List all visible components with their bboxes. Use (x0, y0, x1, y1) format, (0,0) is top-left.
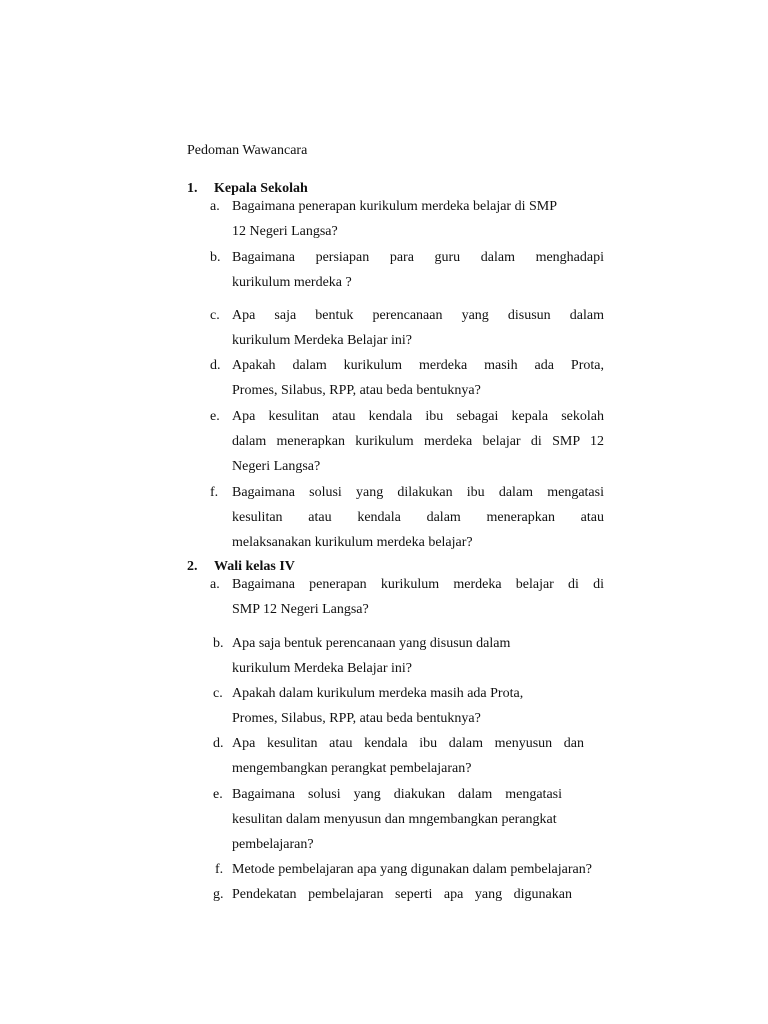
item-line: kurikulum Merdeka Belajar ini? (232, 333, 412, 348)
item-line: Apakah dalam kurikulum merdeka masih ada Prota, (232, 686, 524, 701)
item-label: c. (213, 686, 223, 701)
item-line: Negeri Langsa? (232, 459, 321, 474)
item-line: melaksanakan kurikulum merdeka belajar? (232, 535, 473, 550)
item-line: Bagaimana penerapan kurikulum merdeka belajar di di (232, 577, 604, 592)
item-label: b. (210, 250, 221, 265)
item-line: Apa saja bentuk perencanaan yang disusun dalam (232, 308, 604, 323)
item-line: Metode pembelajaran apa yang digunakan dalam pembelajaran? (232, 862, 592, 877)
item-line: Apa kesulitan atau kendala ibu dalam menyusun dan (232, 736, 584, 751)
item-line: Bagaimana solusi yang diakukan dalam mengatasi (232, 787, 562, 802)
item-label: c. (210, 308, 220, 323)
item-label: f. (210, 485, 219, 500)
item-label: d. (210, 358, 221, 373)
item-line: kesulitan dalam menyusun dan mngembangkan perangkat (232, 812, 557, 827)
item-label: b. (213, 636, 224, 651)
item-line: Apakah dalam kurikulum merdeka masih ada Prota, (232, 358, 604, 373)
item-line: mengembangkan perangkat pembelajaran? (232, 761, 472, 776)
item-line: Bagaimana penerapan kurikulum merdeka belajar di SMP (232, 199, 558, 214)
item-line: Apa saja bentuk perencanaan yang disusun dalam (232, 636, 511, 651)
item-label: a. (210, 199, 220, 214)
item-line: Bagaimana persiapan para guru dalam menghadapi (232, 250, 604, 265)
section-number: 2. (187, 559, 198, 574)
item-label: g. (213, 887, 224, 902)
item-label: e. (210, 409, 220, 424)
item-line: kurikulum merdeka ? (232, 275, 352, 290)
section-number: 1. (187, 181, 198, 196)
section-title: Kepala Sekolah (214, 181, 308, 196)
item-line: pembelajaran? (232, 837, 314, 852)
section-title: Wali kelas IV (214, 559, 295, 574)
item-line: kurikulum Merdeka Belajar ini? (232, 661, 412, 676)
item-line: Apa kesulitan atau kendala ibu sebagai kepala sekolah (232, 409, 604, 424)
item-line: Promes, Silabus, RPP, atau beda bentuknya? (232, 383, 481, 398)
item-line: kesulitan atau kendala dalam menerapkan atau (232, 510, 604, 525)
item-label: a. (210, 577, 220, 592)
item-line: dalam menerapkan kurikulum merdeka belajar di SMP 12 (232, 434, 604, 449)
page-title: Pedoman Wawancara (187, 143, 308, 158)
item-line: Pendekatan pembelajaran seperti apa yang digunakan (232, 887, 572, 902)
item-label: e. (213, 787, 223, 802)
item-label: f. (215, 862, 224, 877)
item-line: Promes, Silabus, RPP, atau beda bentuknya? (232, 711, 481, 726)
item-label: d. (213, 736, 224, 751)
item-line: 12 Negeri Langsa? (232, 224, 338, 239)
item-line: Bagaimana solusi yang dilakukan ibu dalam mengatasi (232, 485, 604, 500)
item-line: SMP 12 Negeri Langsa? (232, 602, 369, 617)
